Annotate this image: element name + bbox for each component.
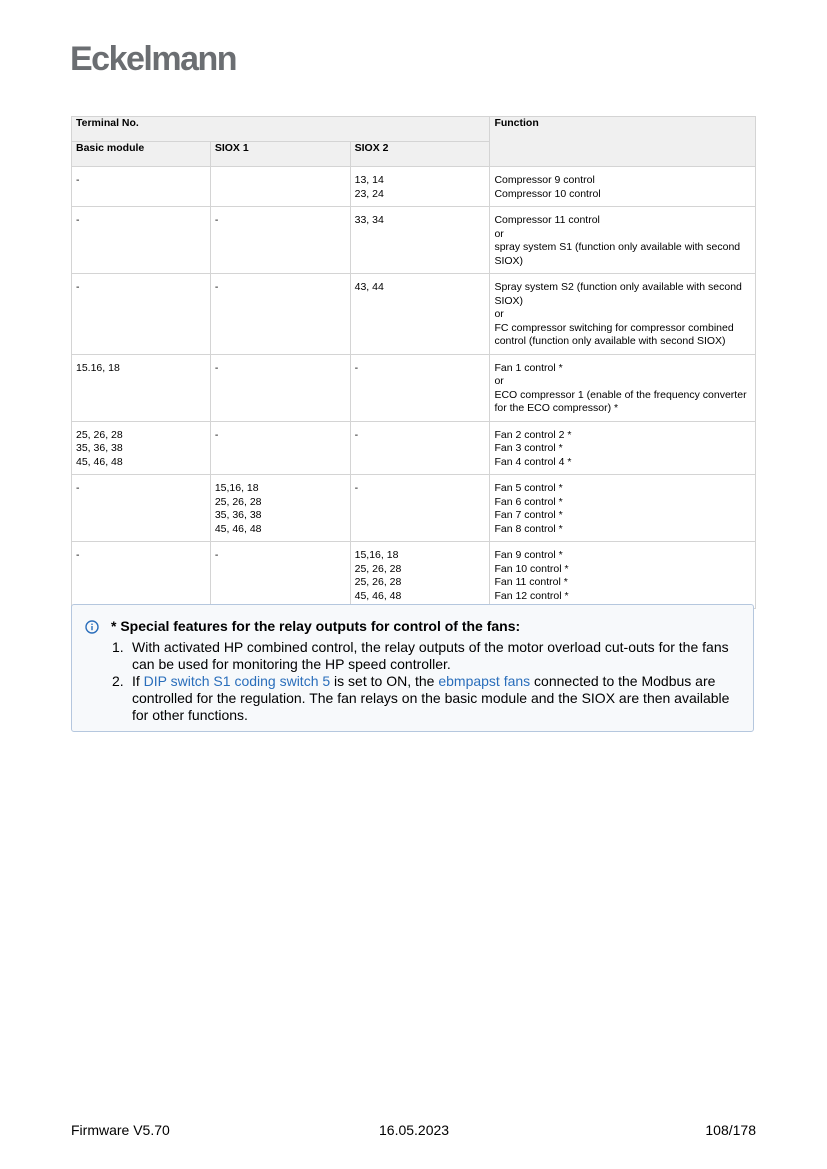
note-item-text-mid: is set to ON, the — [330, 673, 439, 689]
basic-module-cell — [72, 167, 211, 207]
note-item-text-pre: If — [132, 673, 144, 689]
terminal-no-header: Terminal No. — [72, 117, 490, 142]
cell-line: 33, 34 — [354, 214, 384, 226]
ebmpapst-fans-link[interactable]: ebmpapst fans — [438, 673, 531, 689]
table-row — [72, 421, 756, 475]
cell-line: 45, 46, 48 — [214, 522, 262, 535]
cell-line: 15,16, 18 — [214, 482, 259, 494]
footer-date: 16.05.2023 — [379, 1122, 450, 1138]
basic-module-cell — [72, 274, 211, 355]
siox1-cell — [210, 274, 350, 355]
basic-module-cell — [72, 207, 211, 274]
cell-line: spray system S1 (function only available with second SIOX) — [494, 241, 741, 267]
cell-line: Fan 4 control 4 * — [494, 455, 572, 468]
basic-module-cell — [72, 542, 211, 609]
siox2-cell — [350, 167, 490, 207]
basic-module-header: Basic module — [72, 142, 211, 167]
cell-line: - — [214, 281, 219, 293]
cell-line: Fan 5 control * — [494, 482, 563, 494]
cell-line: Fan 3 control * — [494, 442, 563, 454]
cell-line: 25, 26, 28 — [354, 576, 402, 588]
siox2-cell — [350, 354, 490, 421]
cell-line: or — [494, 375, 504, 387]
cell-line: Spray system S2 (function only available with second SIOX) — [494, 281, 742, 307]
siox2-header: SIOX 2 — [350, 142, 490, 167]
cell-line: - — [214, 214, 219, 226]
footer-page-number: 108/178 — [705, 1122, 756, 1138]
table-row — [72, 542, 756, 609]
cell-line: - — [76, 281, 80, 293]
table-row — [72, 475, 756, 542]
cell-line: 15,16, 18 — [354, 549, 399, 561]
siox1-cell — [210, 354, 350, 421]
function-cell — [490, 354, 756, 421]
cell-line: 35, 36, 38 — [76, 442, 123, 454]
cell-line: 45, 46, 48 — [354, 589, 402, 602]
cell-line: Fan 6 control * — [494, 495, 563, 508]
siox2-cell — [350, 274, 490, 355]
note-item-text: With activated HP combined control, the relay outputs of the motor overload cut-outs for the fans can be used for monitoring the HP speed controller. — [132, 639, 729, 672]
cell-line: Fan 2 control 2 * — [494, 428, 572, 441]
cell-line: - — [76, 214, 80, 226]
cell-line: 25, 26, 28 — [214, 495, 262, 508]
dip-switch-link[interactable]: DIP switch S1 coding switch 5 — [143, 673, 331, 689]
terminal-table — [71, 116, 756, 609]
cell-line: 35, 36, 38 — [214, 509, 262, 521]
table-row — [72, 354, 756, 421]
basic-module-cell — [72, 421, 211, 475]
siox1-header: SIOX 1 — [210, 142, 350, 167]
note-title: * Special features for the relay outputs for control of the fans: — [111, 618, 521, 634]
table-row — [72, 167, 756, 207]
siox2-cell — [350, 207, 490, 274]
cell-line: - — [76, 482, 80, 494]
company-logo: Eckelmann — [70, 40, 237, 78]
basic-module-cell — [72, 354, 211, 421]
info-icon — [85, 620, 99, 634]
function-cell — [490, 475, 756, 542]
cell-line: 15.16, 18 — [76, 361, 120, 374]
footer-firmware: Firmware V5.70 — [71, 1122, 170, 1138]
siox1-cell — [210, 207, 350, 274]
cell-line: Fan 8 control * — [494, 522, 563, 535]
note-item-number: 1. — [112, 639, 124, 655]
basic-module-cell — [72, 475, 211, 542]
siox1-cell — [210, 421, 350, 475]
siox1-cell — [210, 542, 350, 609]
note-item-text-post: connected to the Modbus are controlled for the regulation. The fan relays on the basic module and the SIOX are then available for other functions. — [132, 673, 730, 723]
cell-line: 25, 26, 28 — [354, 562, 402, 575]
siox2-cell — [350, 475, 490, 542]
note-item — [112, 673, 732, 724]
note-item-number: 2. — [112, 673, 124, 689]
cell-line: 43, 44 — [354, 281, 384, 293]
cell-line: - — [214, 549, 219, 561]
cell-line: - — [354, 428, 359, 441]
cell-line: - — [214, 428, 219, 441]
function-cell — [490, 207, 756, 274]
function-cell — [490, 542, 756, 609]
cell-line: 25, 26, 28 — [76, 428, 123, 441]
cell-line: Fan 10 control * — [494, 562, 569, 575]
function-cell — [490, 421, 756, 475]
cell-line: or — [494, 308, 504, 320]
siox2-cell — [350, 421, 490, 475]
cell-line: ECO compressor 1 (enable of the frequency converter for the ECO compressor) * — [494, 388, 747, 414]
table-body — [72, 167, 756, 609]
function-header: Function — [490, 117, 756, 167]
siox1-cell — [210, 475, 350, 542]
cell-line: - — [354, 361, 359, 374]
cell-line: 13, 14 — [354, 174, 384, 186]
cell-line: FC compressor switching for compressor combined control (function only available with second SIOX) — [494, 321, 734, 347]
cell-line: 23, 24 — [354, 187, 384, 200]
table-row — [72, 274, 756, 355]
cell-line: - — [76, 174, 80, 186]
cell-line: Fan 9 control * — [494, 549, 563, 561]
cell-line: Fan 1 control * — [494, 361, 563, 374]
note-item — [112, 639, 732, 673]
cell-line: Compressor 10 control — [494, 187, 601, 200]
cell-line: Fan 12 control * — [494, 589, 569, 602]
cell-line: - — [76, 549, 80, 561]
cell-line: Compressor 11 control — [494, 214, 600, 226]
siox1-cell — [210, 167, 350, 207]
cell-line: 45, 46, 48 — [76, 455, 123, 468]
cell-line: or — [494, 227, 504, 240]
cell-line: Fan 11 control * — [494, 576, 568, 588]
function-cell — [490, 167, 756, 207]
cell-line: - — [354, 482, 359, 494]
table-header-row — [72, 117, 756, 142]
note-list — [112, 639, 732, 724]
table-row — [72, 207, 756, 274]
function-cell — [490, 274, 756, 355]
cell-line: - — [214, 361, 219, 374]
siox2-cell — [350, 542, 490, 609]
info-note — [71, 604, 754, 732]
cell-line: Fan 7 control * — [494, 509, 563, 521]
cell-line: Compressor 9 control — [494, 174, 595, 186]
